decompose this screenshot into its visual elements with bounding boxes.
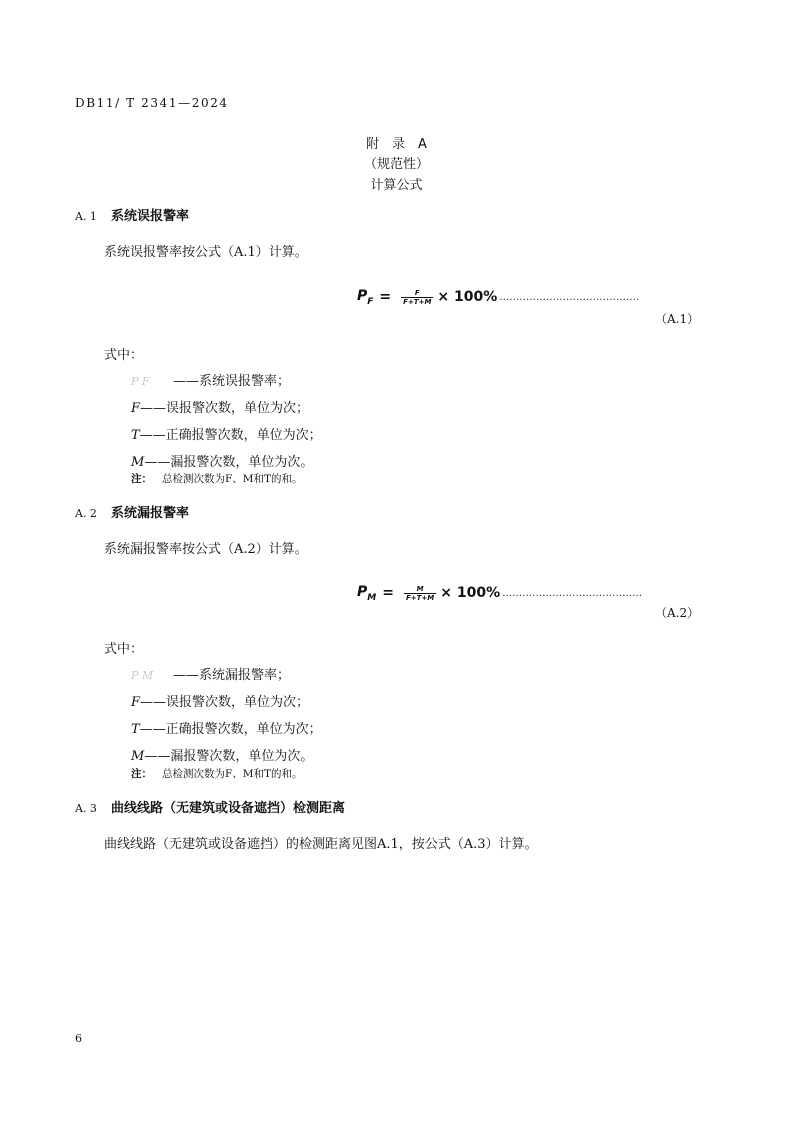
section-number: A. 2 bbox=[75, 507, 97, 520]
definition-item: F——误报警次数，单位为次； bbox=[131, 695, 310, 710]
formula-tail: × 100% bbox=[437, 289, 498, 306]
page-number: 6 bbox=[75, 1032, 82, 1045]
formula-lhs: $P_F$ bbox=[357, 288, 374, 307]
paragraph: 系统漏报警率按公式（A.2）计算。 bbox=[104, 542, 308, 557]
section-number: A. 1 bbox=[75, 210, 97, 223]
definition-item: F——误报警次数，单位为次； bbox=[131, 401, 310, 416]
appendix-title: 附 录 A bbox=[366, 137, 427, 152]
section-title: 曲线线路（无建筑或设备遮挡）检测距离 bbox=[111, 801, 346, 816]
formula-equals: = bbox=[382, 585, 394, 602]
appendix-name: 计算公式 bbox=[370, 178, 423, 193]
paragraph: 曲线线路（无建筑或设备遮挡）的检测距离见图A.1，按公式（A.3）计算。 bbox=[104, 837, 538, 852]
document-id: DB11/ T 2341—2024 bbox=[75, 96, 229, 110]
equation-number: （A.1） bbox=[655, 312, 700, 326]
formula-a1 bbox=[357, 288, 639, 307]
definition-item: T——正确报警次数，单位为次； bbox=[131, 722, 322, 737]
definition-item: T——正确报警次数，单位为次； bbox=[131, 428, 322, 443]
definition-item: P F ——系统误报警率； bbox=[131, 374, 291, 389]
formula-leader-dots: …………………………………… bbox=[502, 587, 643, 599]
section-heading bbox=[75, 502, 189, 521]
section-number: A. 3 bbox=[75, 802, 97, 815]
formula-leader-dots: …………………………………… bbox=[499, 291, 640, 303]
note: 注： 总检测次数为F、M和T的和。 bbox=[131, 768, 303, 780]
definition-item: M——漏报警次数，单位为次。 bbox=[131, 749, 314, 764]
appendix-type: （规范性） bbox=[363, 157, 429, 172]
formula-lhs: $P_M$ bbox=[357, 584, 377, 603]
formula-fraction: $\frac{M}{F+T+M}$ bbox=[405, 584, 435, 602]
formula-tail: × 100% bbox=[440, 585, 501, 602]
section-title: 系统误报警率 bbox=[111, 209, 190, 224]
definitions-label: 式中： bbox=[104, 642, 144, 657]
formula-fraction: $\frac{F}{F+T+M}$ bbox=[403, 288, 432, 306]
formula-equals: = bbox=[379, 289, 392, 306]
section-title: 系统漏报警率 bbox=[111, 506, 190, 521]
definitions-label: 式中： bbox=[104, 348, 144, 363]
definition-item: P M ——系统漏报警率； bbox=[131, 668, 291, 683]
note: 注： 总检测次数为F、M和T的和。 bbox=[131, 473, 303, 485]
definition-item: M——漏报警次数，单位为次。 bbox=[131, 455, 314, 470]
formula-a2 bbox=[357, 584, 642, 603]
section-heading bbox=[75, 205, 189, 224]
section-heading bbox=[75, 797, 345, 816]
equation-number: （A.2） bbox=[655, 606, 700, 620]
paragraph: 系统误报警率按公式（A.1）计算。 bbox=[104, 245, 308, 260]
